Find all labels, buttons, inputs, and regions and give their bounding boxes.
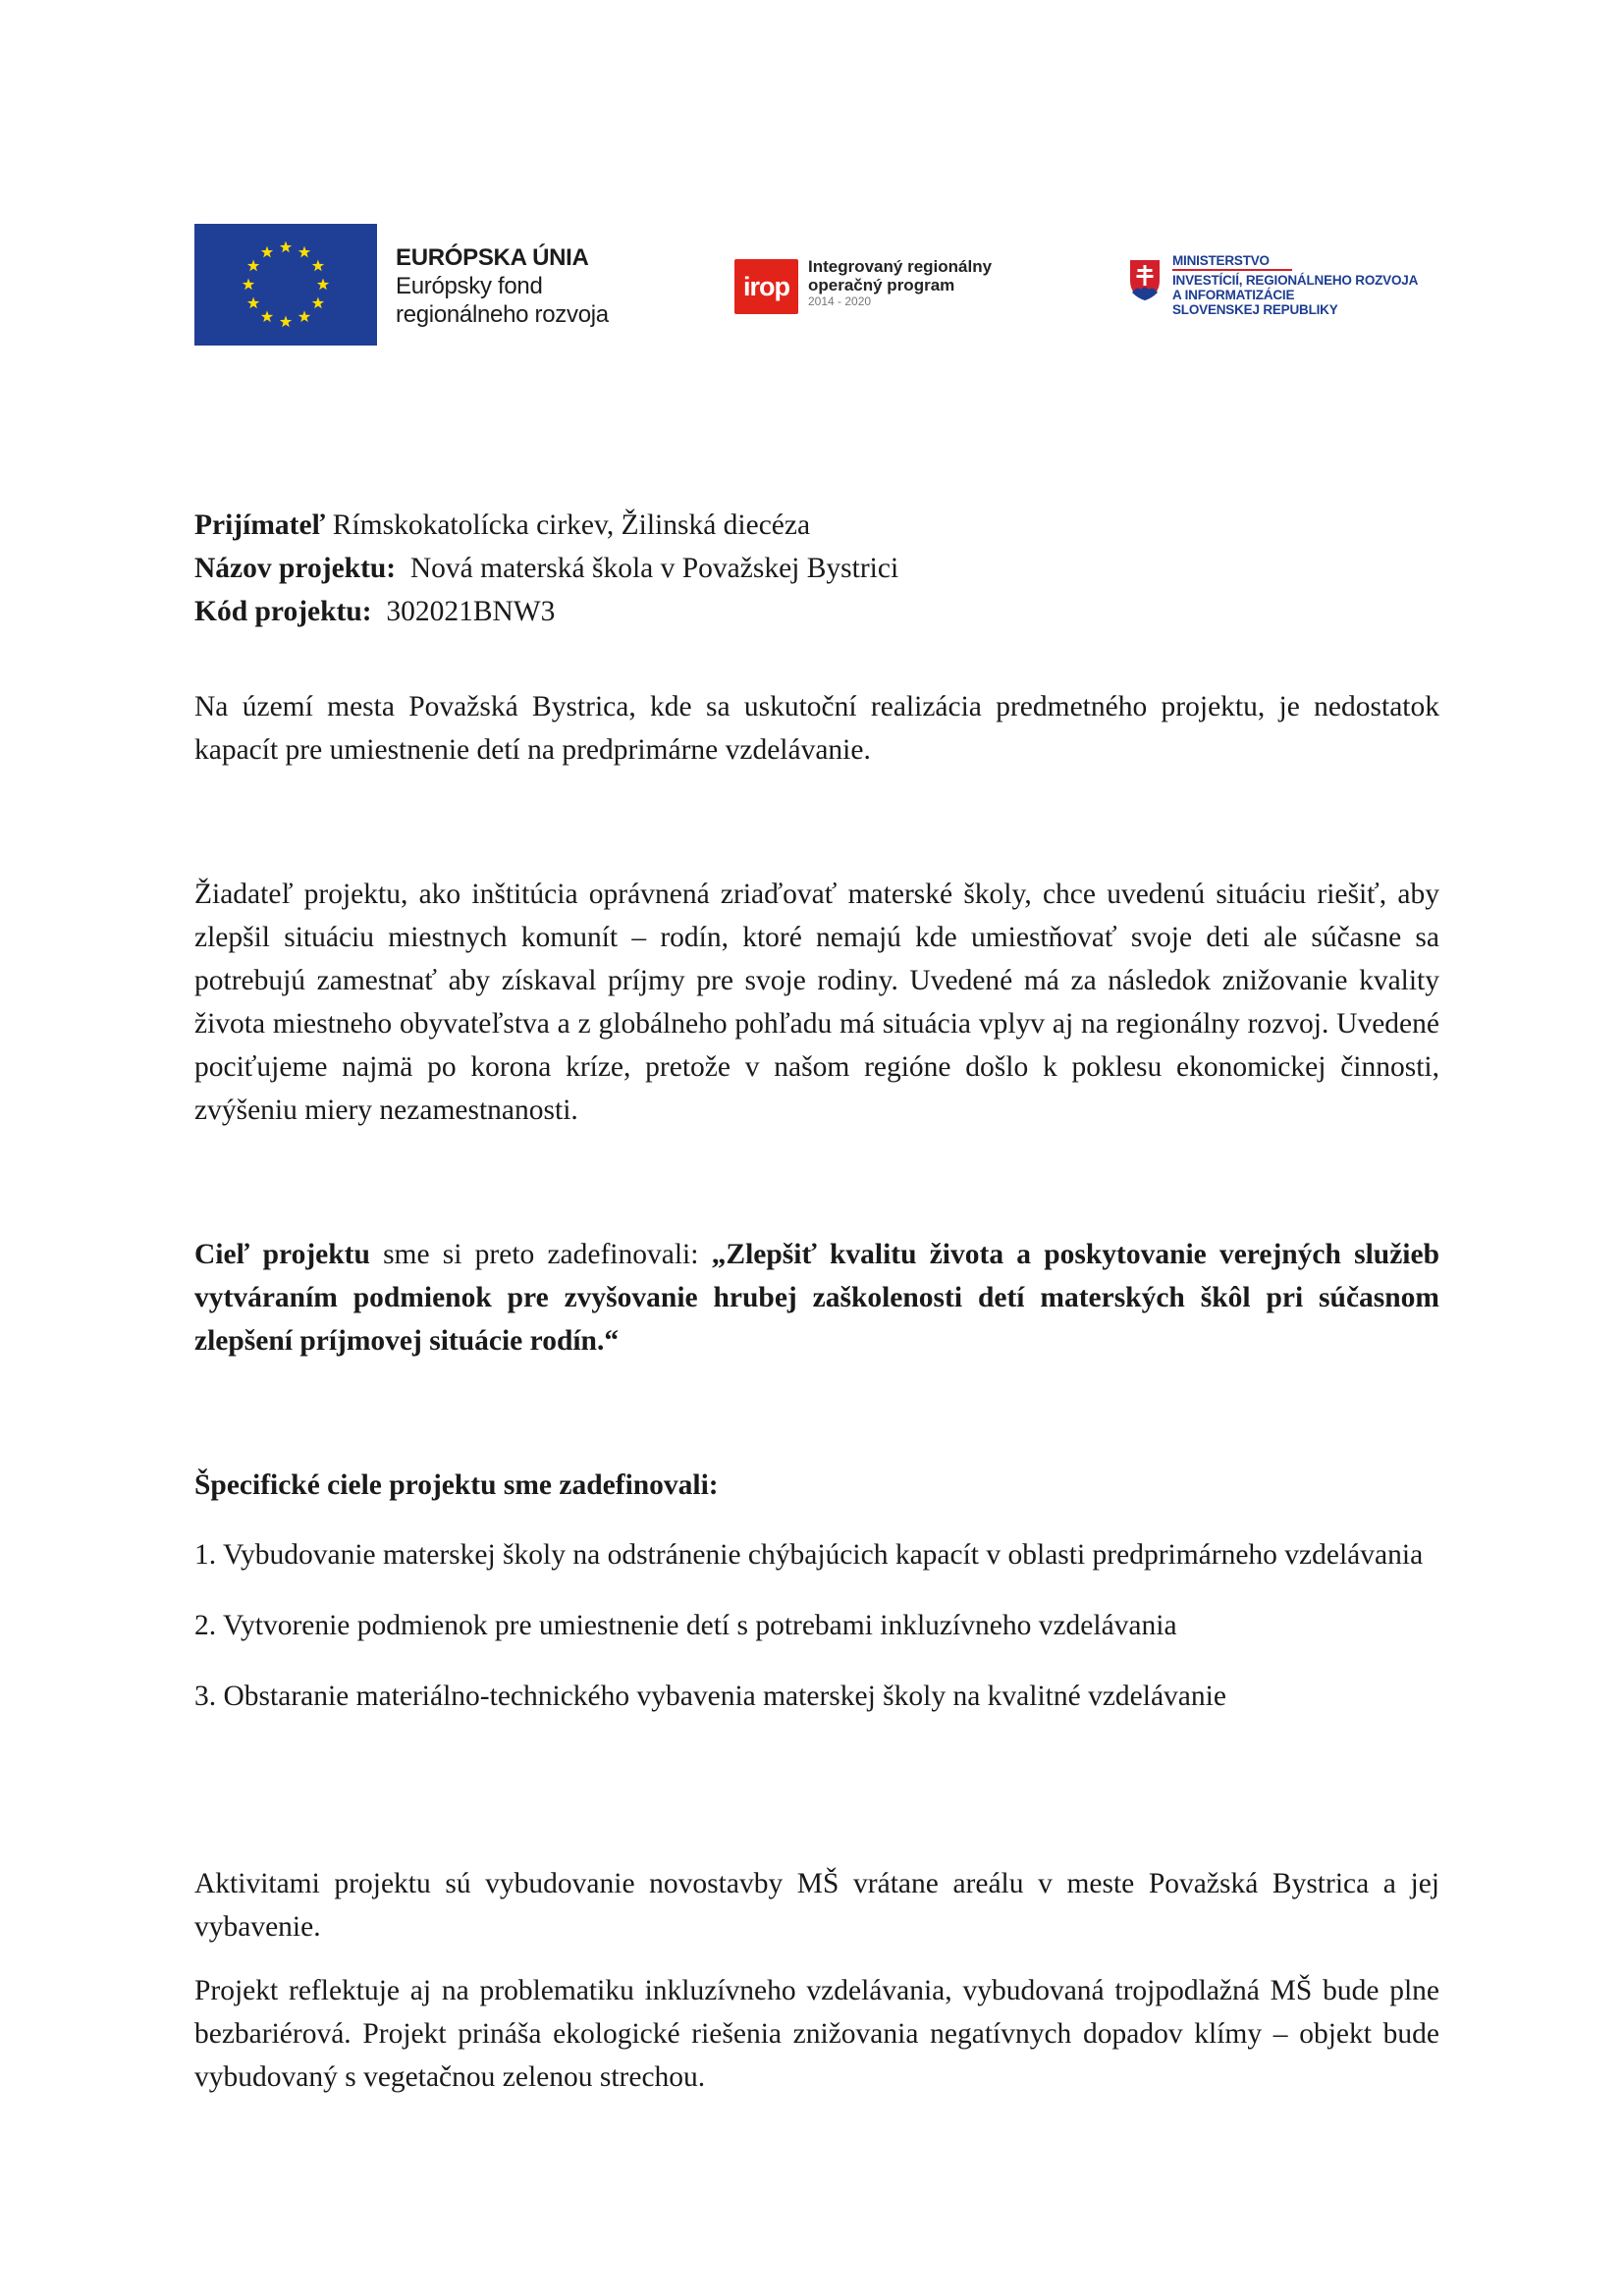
- ministry-logo-text: [1172, 253, 1418, 317]
- goal-intro: sme si preto zadefinovali:: [369, 1239, 712, 1270]
- ministry-line4: SLOVENSKEJ REPUBLIKY: [1172, 302, 1338, 317]
- paragraph-capacity: Na území mesta Považská Bystrica, kde sa uskutoční realizácia predmetného projektu, je nedostatok kapacít pre umiestnenie detí na predprimárne vzdelávanie.: [194, 691, 1439, 766]
- irop-logo-text: [808, 257, 992, 309]
- irop-mark-icon: irop: [734, 259, 798, 314]
- goal-statement: „Zlepšiť kvalitu života a poskytovanie verejných služieb vytváraním podmienok pre zvyšovanie hrubej zaškolenosti detí materských škôl pri súčasnom zlepšení príjmovej situácie rodín.“: [194, 1239, 1439, 1357]
- ministry-logo: [1127, 253, 1441, 332]
- project-code-row: [194, 590, 1439, 633]
- project-meta: [194, 504, 1439, 633]
- recipient-row: [194, 504, 1439, 547]
- irop-line2: operačný program: [808, 276, 955, 294]
- project-name-value: Nová materská škola v Považskej Bystrici: [396, 553, 899, 584]
- logo-header: [194, 224, 1434, 346]
- ministry-line1: MINISTERSTVO: [1172, 253, 1292, 271]
- eu-logo: [194, 224, 656, 346]
- slovak-coat-of-arms-icon: [1127, 257, 1163, 302]
- paragraph-inclusion: Projekt reflektuje aj na problematiku inkluzívneho vzdelávania, vybudovaná trojpodlažná MŠ bude plne bezbariérová. Projekt prináša ekologické riešenia znižovania negatívnych dopadov klímy – objekt bude vybudovaný s vegetačnou zelenou strechou.: [194, 1975, 1439, 2093]
- specific-goals-heading: Špecifické ciele projektu sme zadefinovali:: [194, 1469, 719, 1501]
- ministry-line2: INVESTÍCIÍ, REGIONÁLNEHO ROZVOJA: [1172, 273, 1419, 288]
- ministry-line3: A INFORMATIZÁCIE: [1172, 288, 1295, 302]
- irop-line1: Integrovaný regionálny: [808, 257, 993, 276]
- project-code-value: 302021BNW3: [371, 596, 556, 627]
- paragraph-applicant: Žiadateľ projektu, ako inštitúcia oprávnená zriaďovať materské školy, chce uvedenú situáciu riešiť, aby zlepšil situáciu miestnych komunít – rodín, ktoré nemajú kde umiestňovať svoje deti ale súčasne sa potrebujú zamestnať aby získaval príjmy pre svoje rodiny. Uvedené má za následok znižovanie kvality života miestneho obyvateľstva a z globálneho pohľadu má situácia vplyv aj na regionálny rozvoj. Uvedené pociťujeme najmä po korona kríze, pretože v našom regióne došlo k poklesu ekonomickej činnosti, zvýšeniu miery nezamestnanosti.: [194, 879, 1439, 1126]
- irop-logo: [734, 257, 1029, 316]
- paragraph-activities: Aktivitami projektu sú vybudovanie novostavby MŠ vrátane areálu v meste Považská Bystrica a jej vybavenie.: [194, 1868, 1439, 1943]
- eu-logo-text: [396, 243, 609, 329]
- recipient-label: Prijímateľ: [194, 509, 326, 541]
- project-name-label: Názov projektu:: [194, 553, 397, 584]
- list-item: 3. Obstaranie materiálno-technického vybavenia materskej školy na kvalitné vzdelávanie: [194, 1681, 1226, 1712]
- recipient-value: Rímskokatolícka cirkev, Žilinská diecéza: [325, 509, 811, 541]
- irop-years: 2014 - 2020: [808, 294, 872, 308]
- paragraph-project-goal: [194, 1233, 1439, 1362]
- eu-logo-line1: EURÓPSKA ÚNIA: [396, 244, 589, 271]
- list-item: 1. Vybudovanie materskej školy na odstránenie chýbajúcich kapacít v oblasti predprimárneho vzdelávania: [194, 1539, 1424, 1571]
- eu-flag-icon: [194, 224, 377, 346]
- project-name-row: [194, 547, 1439, 590]
- specific-goals-list: [194, 1533, 1439, 1718]
- list-item: 2. Vytvorenie podmienok pre umiestnenie detí s potrebami inkluzívneho vzdelávania: [194, 1610, 1177, 1641]
- eu-logo-line3: regionálneho rozvoja: [396, 301, 609, 328]
- project-code-label: Kód projektu:: [194, 596, 372, 627]
- eu-logo-line2: Európsky fond: [396, 273, 543, 299]
- goal-label: Cieľ projektu: [194, 1239, 370, 1270]
